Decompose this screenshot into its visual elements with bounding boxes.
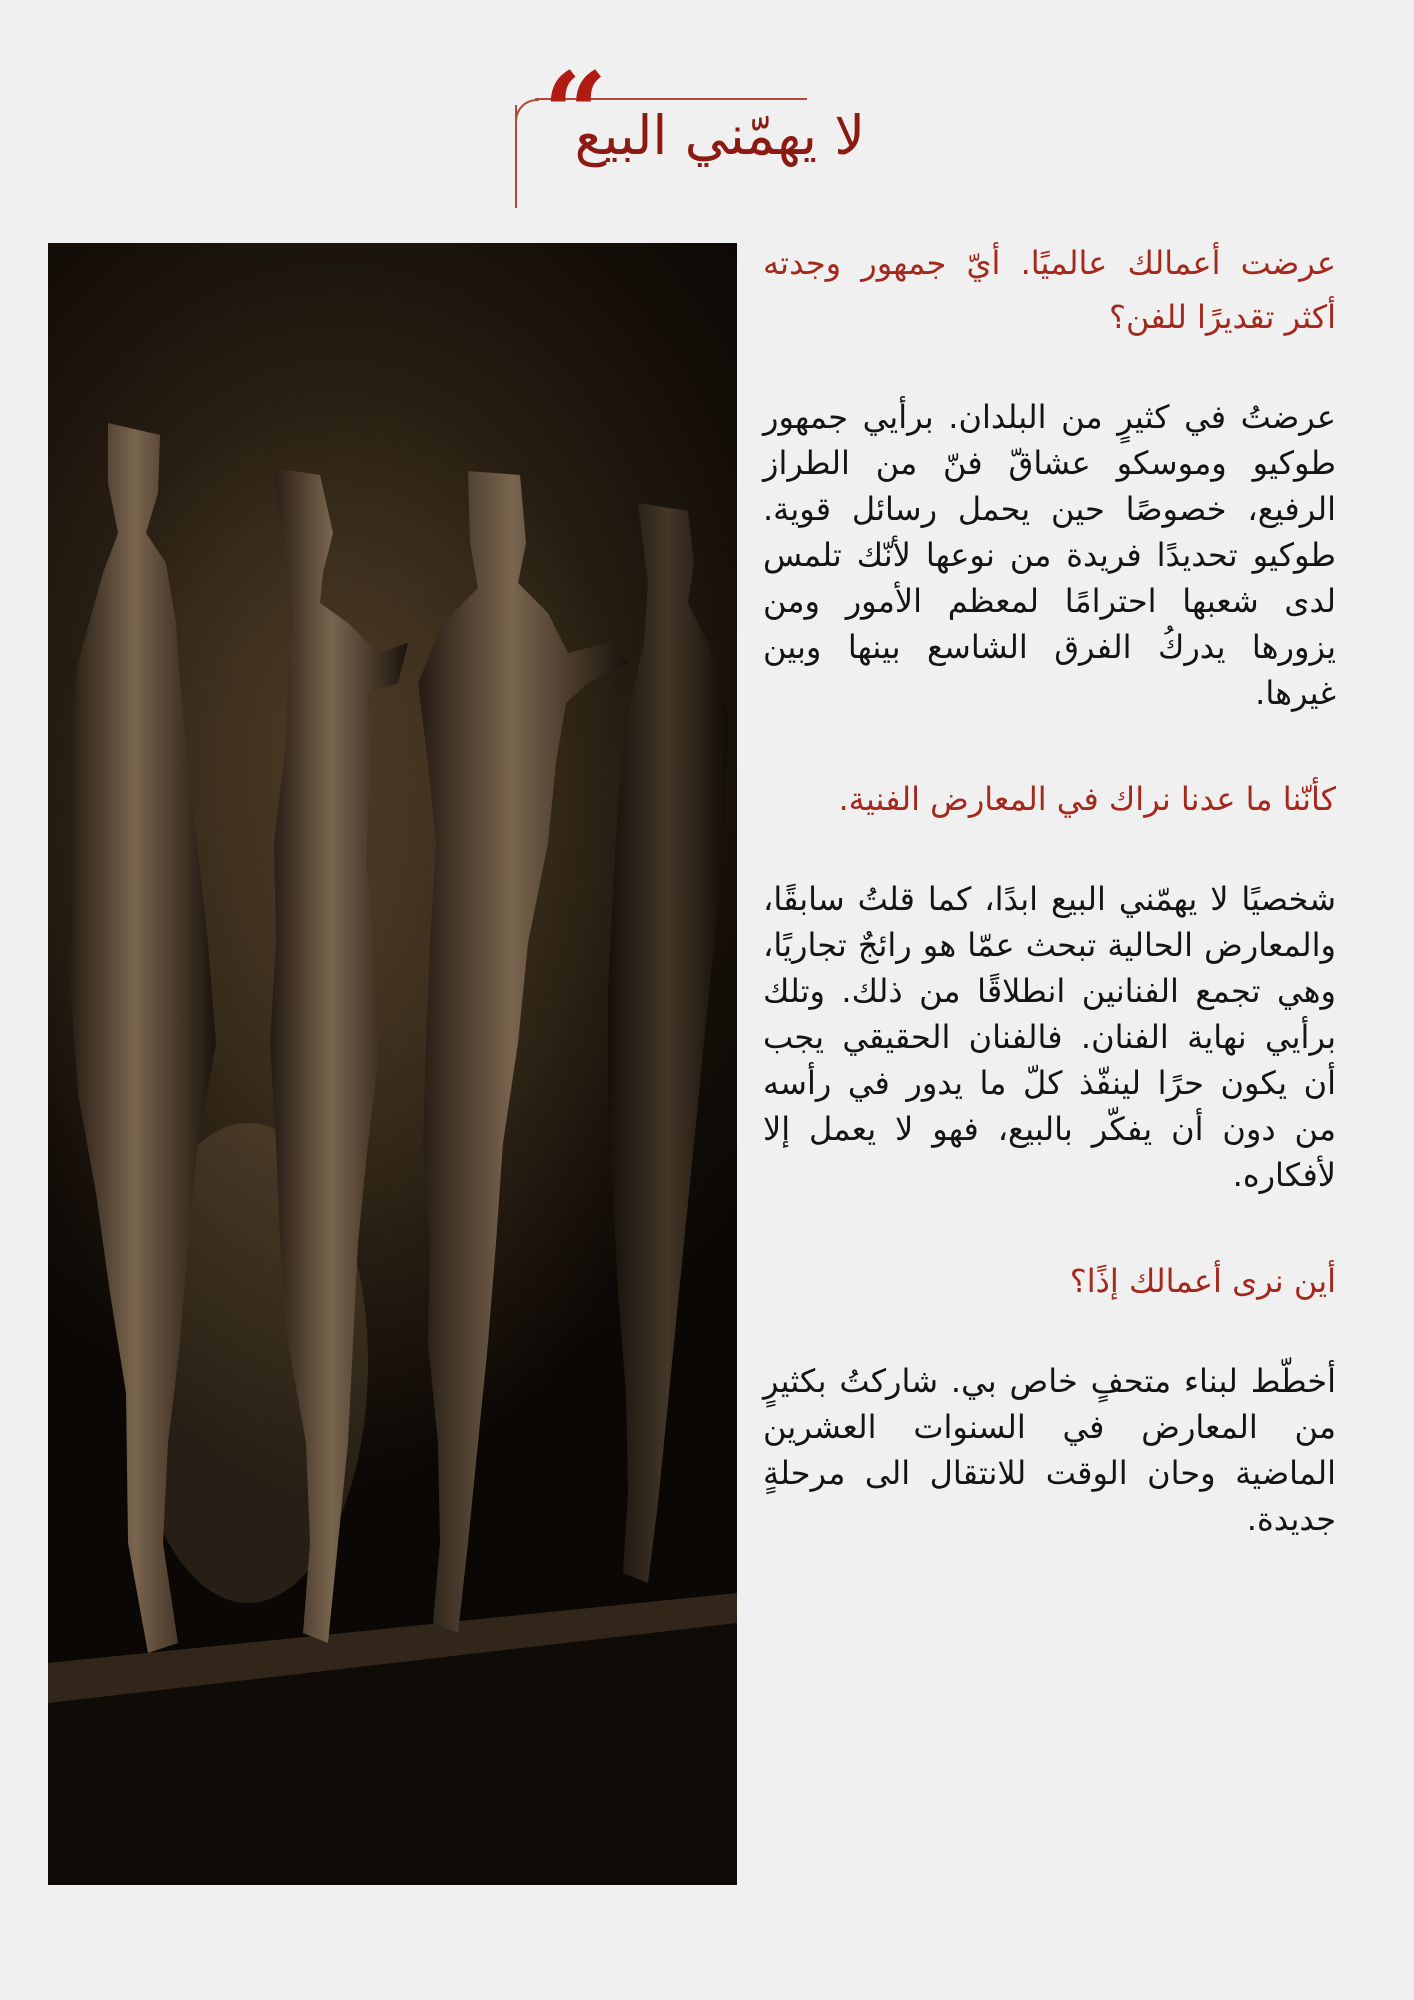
question-2: كأنّنا ما عدنا نراك في المعارض الفنية. [838,780,1336,818]
quote-mark-icon: “ [543,49,608,180]
answer-2: شخصيًا لا يهمّني البيع ابدًا، كما قلتُ سابقًا، والمعارض الحالية تبحث عمّا هو رائجٌ تجاريًا، وهي تجمع الفنانين انطلاقًا من ذلك. وتلك برأيي نهاية الفنان. فالفنان الحقيقي يجب أن يكون حرًا لينفّذ كلّ ما يدور في رأسه من دون أن يفكّر بالبيع، فهو لا يعمل إلا لأفكاره. [763,880,1336,1194]
bronze-figures-sculpture-icon [48,243,737,1885]
answer-1: عرضتُ في كثيرٍ من البلدان. برأيي جمهور طوكيو وموسكو عشاقّ فنّ من الطراز الرفيع، خصوصًا حين يحمل رسائل قوية. طوكيو تحديدًا فريدة من نوعها لأنّك تلمس لدى شعبها احترامًا لمعظم الأمور ومن يزورها يدركُ الفرق الشاسع بينها وبين غيرها. [763,398,1336,712]
title-block [515,49,865,210]
answer-3: أخطّط لبناء متحفٍ خاص بي. شاركتُ بكثيرٍ من المعارض في السنوات العشرين الماضية وحان الوقت للانتقال الى مرحلةٍ جديدة. [763,1362,1336,1538]
interview-column [763,236,1336,1542]
sculpture-photo [48,243,737,1885]
question-1: عرضت أعمالك عالميًا. أيّ جمهور وجدته أكثر تقديرًا للفن؟ [763,244,1336,336]
question-3: أين نرى أعمالك إذًا؟ [1069,1262,1336,1300]
page-title: لا يهمّني البيع [574,104,865,167]
title-frame-corner [515,99,539,123]
